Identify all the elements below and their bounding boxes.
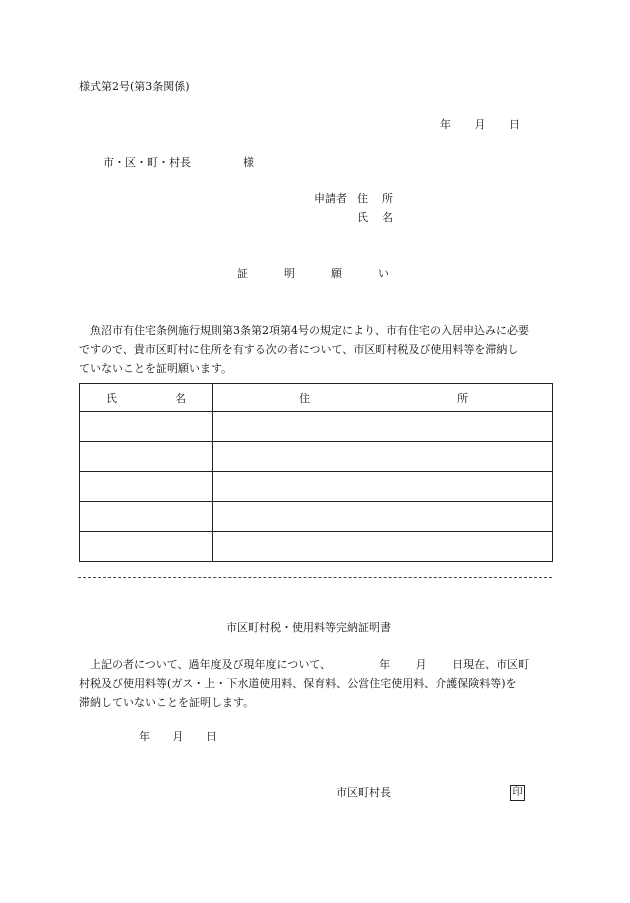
certificate-text: 上記の者について、過年度及び現年度について、 年 月 日 現在、市区町 村税及び使用料等(ガス・上・下水道使用料、保育料、公営住宅使用料、介護保険料等)を 滞納していないことを証明します。 bbox=[79, 655, 554, 712]
certificate-title: 市区町村税・使用料等完納証明書 bbox=[226, 621, 391, 634]
name-label: 氏 名 bbox=[357, 211, 393, 224]
table-row bbox=[80, 442, 553, 472]
document-title: 証 明 願 い bbox=[237, 267, 389, 280]
cut-line bbox=[78, 577, 552, 578]
persons-table bbox=[79, 383, 553, 562]
table-row bbox=[80, 412, 553, 442]
honorific: 様 bbox=[243, 156, 254, 169]
name-cell[interactable] bbox=[80, 532, 213, 562]
request-text: 魚沼市有住宅条例施行規則第3条第2項第4号の規定により、市有住宅の入居申込みに必要 ですので、貴市区町村に住所を有する次の者について、市区町村税及び使用料等を滞納し ていないことを証明願います。 bbox=[79, 324, 529, 375]
form-number: 様式第2号(第3条関係) bbox=[79, 80, 190, 93]
name-cell[interactable] bbox=[80, 472, 213, 502]
date-bottom: 年 月 日 bbox=[139, 730, 217, 743]
name-cell[interactable] bbox=[80, 502, 213, 532]
year-label: 年 bbox=[440, 118, 451, 131]
name-column-header: 氏 名 bbox=[80, 384, 213, 412]
address-label: 住 所 bbox=[357, 192, 393, 205]
table-row bbox=[80, 532, 553, 562]
name-cell[interactable] bbox=[80, 442, 213, 472]
addressee: 市・区・町・村長 bbox=[103, 156, 191, 169]
date-top bbox=[440, 118, 520, 132]
issuer: 市区町村長 bbox=[336, 786, 391, 799]
name-cell[interactable] bbox=[80, 412, 213, 442]
date-mid: 年 月 日 bbox=[379, 658, 464, 671]
address-cell[interactable] bbox=[213, 472, 553, 502]
address-cell[interactable] bbox=[213, 532, 553, 562]
table-row bbox=[80, 472, 553, 502]
address-cell[interactable] bbox=[213, 412, 553, 442]
table-header-row bbox=[80, 384, 553, 412]
month-label: 月 bbox=[474, 118, 486, 131]
address-cell[interactable] bbox=[213, 442, 553, 472]
address-column-header: 住 所 bbox=[213, 384, 553, 412]
address-cell[interactable] bbox=[213, 502, 553, 532]
seal-mark: 印 bbox=[510, 785, 525, 801]
applicant-label: 申請者 bbox=[314, 192, 347, 205]
day-label: 日 bbox=[509, 118, 520, 131]
table-row bbox=[80, 502, 553, 532]
